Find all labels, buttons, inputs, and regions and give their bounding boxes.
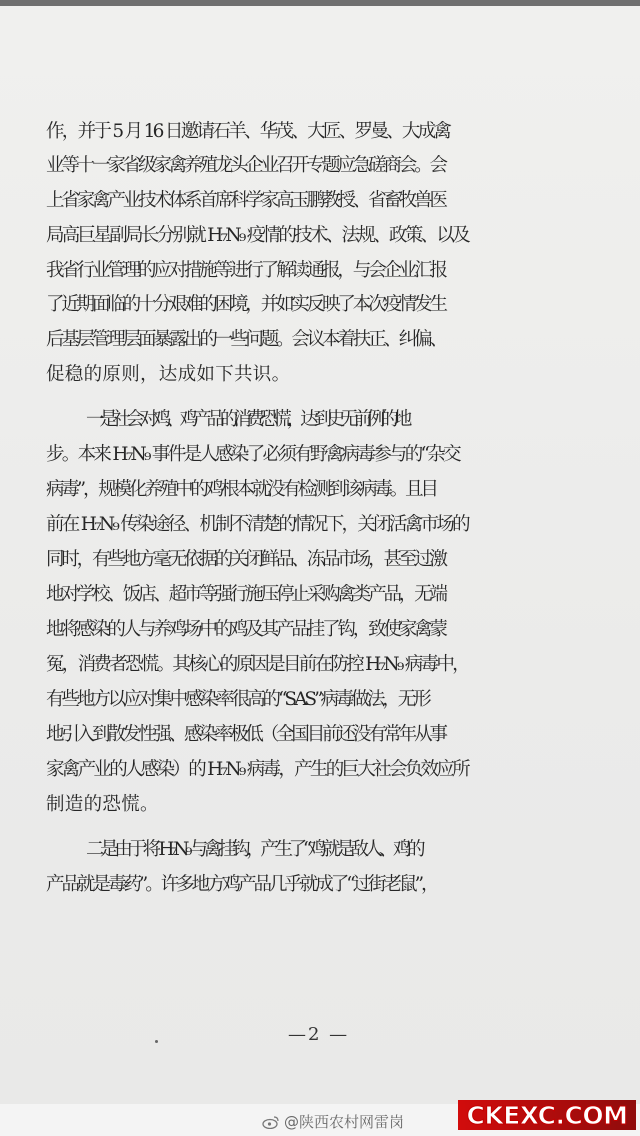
- text-line: 地将感染的人与养鸡场中的鸡及其产品挂了钩，致使家禽蒙: [46, 619, 445, 640]
- text-line: 促稳的原则，达成如下共识。: [46, 364, 291, 385]
- text-line: 我省行业管理的应对措施等进行了解读通报，与会企业汇报: [46, 260, 445, 281]
- text-line: 同时，有些地方毫无依据的关闭鲜品、冻品市场，甚至过激: [46, 549, 445, 570]
- document-page: [0, 6, 640, 1104]
- text-line: 上省家禽产业技术体系首席科学家高玉鹏教授、省畜牧兽医: [46, 190, 445, 211]
- text-line: 家禽产业的人感染）的 H₇N₉ 病毒，产生的巨大社会负效应所: [46, 759, 468, 780]
- text-line: 前在 H₇N₉ 传染途径、机制不清楚的情况下，关闭活禽市场的: [46, 514, 468, 535]
- text-line: 地对学校、饭店、超市等强行施压停止采购禽类产品，无端: [46, 584, 445, 605]
- brand-logo: [458, 1100, 636, 1130]
- text-line: 业等十一家省级家禽养殖龙头企业召开专题应急磋商会。会: [46, 155, 445, 176]
- brand-logo-text: CKEXC.COM: [466, 1100, 628, 1130]
- text-line: 冤，消费者恐慌。其核心的原因是目前在防控 H₇N₉ 病毒中，: [46, 654, 468, 675]
- text-line: 有些地方以应对集中感染率很高的“SAS”病毒做法，无形: [46, 689, 429, 710]
- text-line: 局高巨星副局长分别就 H₇N₉ 疫情的技术、法规、政策、以及: [46, 225, 468, 246]
- text-line: 病毒”，规模化养殖中的鸡根本就没有检测到该病毒。且目: [46, 479, 436, 500]
- text-line: 产品就是毒药”。许多地方鸡产品几乎就成了“过街老鼠”，: [46, 874, 437, 895]
- text-line: 步。本来 H₇N₉ 事件是人感染了必须有野禽病毒参与的“杂交: [46, 444, 459, 465]
- watermark-text: @陕西农村网雷岗: [284, 1113, 405, 1131]
- page-number: —2 —: [288, 1024, 350, 1045]
- text-line: 一是社会对鸡、鸡产品的消费恐慌，达到史无前例的地: [86, 409, 408, 430]
- text-line: 地引入到散发性强、感染率极低（全国目前还没有常年从事: [46, 724, 445, 745]
- text-line: 作，并于 5 月 16 日邀请石羊、华茂、大匠、罗曼、大成禽: [46, 121, 450, 142]
- text-line: 二是由于将 H₇N₉ 与禽挂钩，产生了“鸡就是敌人、鸡的: [86, 839, 422, 860]
- text-line: 制造的恐慌。: [46, 794, 159, 815]
- scan-speck: [155, 1040, 158, 1043]
- weibo-watermark: [262, 1111, 404, 1132]
- text-line: 了近期面临的十分艰难的困境，并如实反映了本次疫情发生: [46, 294, 445, 315]
- text-line: 后基层管理层面暴露出的一些问题。会议本着扶正、纠偏、: [46, 329, 445, 350]
- weibo-icon: [262, 1115, 280, 1129]
